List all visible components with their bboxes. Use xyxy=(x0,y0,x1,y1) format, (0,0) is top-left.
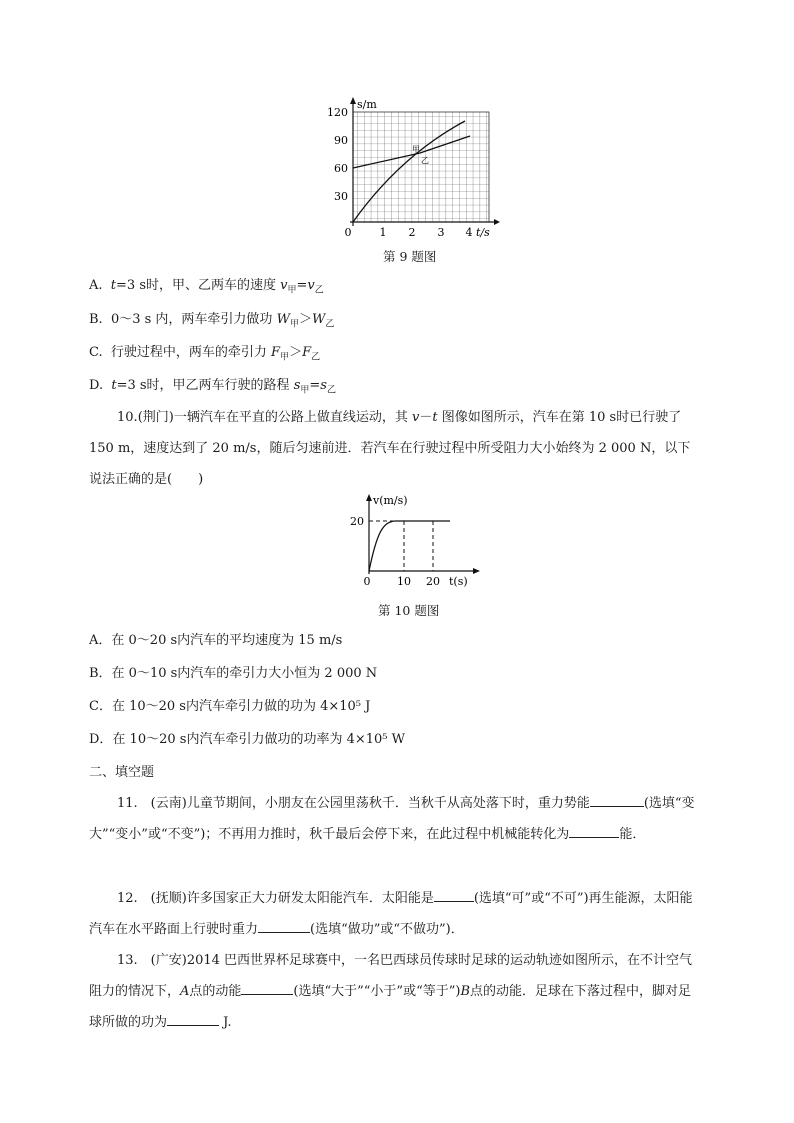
q13: 13. (广安)2014 巴西世界杯足球赛中，一名巴西球员传球时足球的运动轨迹如图所示，在不计空气阻力的情况下，A点的动能 (选填“大于”“小于”或“等于”)B点的动能．足球在下落过程中，脚对足球所做的功为 J. xyxy=(89,953,693,1030)
q9-option-d: D. t=3 s时，甲乙两车行驶的路程 $s_甲=s_乙$ xyxy=(89,378,336,396)
velocity-curve xyxy=(369,521,450,571)
x-axis-label: t/s xyxy=(476,226,490,239)
q11: 11. (云南)儿童节期间，小朋友在公园里荡秋千．当秋千从高处落下时，重力势能 (选填“变大”“变小”或“不变”)；不再用力推时，秋千最后会停下来，在此过程中机械能转化为 能． xyxy=(89,788,699,850)
x-tick: 3 xyxy=(437,226,445,239)
label-yi: 乙 xyxy=(421,156,429,165)
answer-blank[interactable] xyxy=(167,1011,219,1026)
x-tick: 2 xyxy=(408,226,416,239)
q9-option-b: B. 0～3 s 内，两车牵引力做功 $W_甲>W_乙$ xyxy=(89,312,335,330)
x-tick: 0 xyxy=(363,575,371,588)
answer-blank[interactable] xyxy=(258,918,310,933)
y-tick: 60 xyxy=(334,162,348,175)
x-tick: 4 xyxy=(465,226,473,239)
x-tick: 0 xyxy=(344,226,352,239)
q9-option-a: A. t=3 s时，甲、乙两车的速度 $v_甲=v_乙$ xyxy=(89,278,324,296)
label-jia: 甲 xyxy=(412,145,420,154)
answer-blank[interactable] xyxy=(434,887,474,902)
y-axis-label: s/m xyxy=(357,98,377,111)
x-tick: 1 xyxy=(379,226,387,239)
grid xyxy=(353,112,489,222)
q10-option-c: C．在 10～20 s内汽车牵引力做的功为 4×10⁵ J xyxy=(89,699,371,714)
q10-option-a: A．在 0～20 s内汽车的平均速度为 15 m/s xyxy=(89,633,343,648)
answer-blank[interactable] xyxy=(241,980,293,995)
q10-stem: 10.(荆门)一辆汽车在平直的公路上做直线运动，其 v－t 图像如图所示，汽车在第 10 s时已行驶了 150 m，速度达到了 20 m/s，随后匀速前进．若汽车在行驶过程中所受阻力大小始终为 2 000 N，以下说法正确的是( ) xyxy=(89,410,691,487)
answer-blank[interactable] xyxy=(569,823,619,838)
q12: 12. (抚顺)许多国家正大力研发太阳能汽车．太阳能是 (选填“可”或“不可”)再生能源，太阳能汽车在水平路面上行驶时重力 (选填“做功”或“不做功”)． xyxy=(89,883,699,945)
y-tick: 90 xyxy=(334,134,348,147)
q10-option-b: B．在 0～10 s内汽车的牵引力大小恒为 2 000 N xyxy=(89,666,378,681)
figure-9-graph xyxy=(327,96,500,242)
y-tick: 20 xyxy=(350,515,364,528)
y-tick: 30 xyxy=(334,190,348,203)
x-tick: 10 xyxy=(397,575,411,588)
x-tick: 20 xyxy=(426,575,440,588)
y-tick: 120 xyxy=(327,106,348,119)
figure-10-caption: 第 10 题图 xyxy=(378,603,440,618)
figure-10-graph xyxy=(345,492,485,590)
y-axis-label: v(m/s) xyxy=(373,494,408,507)
q10-option-d: D．在 10～20 s内汽车牵引力做功的功率为 4×10⁵ W xyxy=(89,732,405,747)
section-heading: 二、填空题 xyxy=(89,765,155,780)
figure-9-caption: 第 9 题图 xyxy=(383,249,437,264)
x-axis-label: t(s) xyxy=(449,575,468,588)
q9-option-c: C. 行驶过程中，两车的牵引力 $F_甲>F_乙$ xyxy=(89,345,321,363)
answer-blank[interactable] xyxy=(590,792,644,807)
